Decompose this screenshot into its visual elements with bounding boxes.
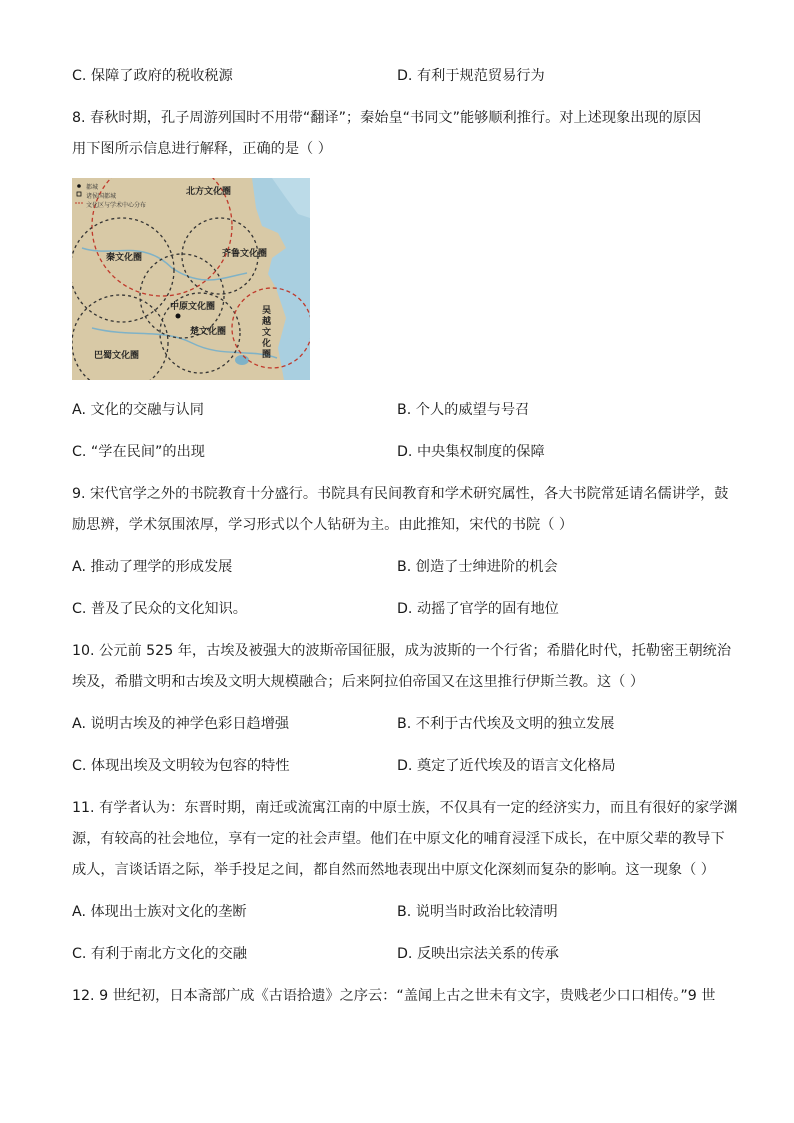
label-qilu: 齐鲁文化圈 [222, 249, 268, 259]
culture-region-map [72, 178, 310, 380]
q9-option-d: D. 动摇了官学的固有地位 [397, 601, 559, 617]
q8-option-b: B. 个人的威望与号召 [397, 402, 530, 418]
q10-stem-line1: 10. 公元前 525 年，古埃及被强大的波斯帝国征服，成为波斯的一个行省；希腊化时代，托勒密王朝统治 [72, 643, 732, 659]
q11-stem-line1: 11. 有学者认为：东晋时期，南迁或流寓江南的中原士族，不仅具有一定的经济实力，而且有很好的家学渊 [72, 800, 738, 816]
qin-circle [72, 218, 174, 322]
q11-option-b: B. 说明当时政治比较清明 [397, 904, 558, 920]
legend-capital-symbol [77, 184, 81, 188]
q11-option-d: D. 反映出宗法关系的传承 [397, 946, 559, 962]
q9-stem-line1: 9. 宋代官学之外的书院教育十分盛行。书院具有民间教育和学术研究属性，各大书院常延请名儒讲学，鼓 [72, 486, 729, 502]
q10-option-c: C. 体现出埃及文明较为包容的特性 [72, 758, 290, 774]
q10-stem-line2: 埃及，希腊文明和古埃及文明大规模融合；后来阿拉伯帝国又在这里推行伊斯兰教。这（ ） [72, 674, 645, 690]
label-north: 北方文化圈 [186, 187, 232, 197]
label-chu: 楚文化圈 [190, 327, 227, 337]
q7-option-d: D. 有利于规范贸易行为 [397, 68, 545, 84]
q10-option-d: D. 奠定了近代埃及的语言文化格局 [397, 758, 616, 774]
lake [235, 355, 249, 365]
q7-option-c: C. 保障了政府的税收税源 [72, 68, 233, 84]
legend-capital: 都城 [86, 184, 99, 191]
label-bashu: 巴蜀文化圈 [94, 351, 140, 361]
q12-stem-line1: 12. 9 世纪初，日本斋部广成《古语拾遗》之序云：“盖闻上古之世未有文字，贵贱老少口口相传。”9 世 [72, 988, 716, 1004]
q11-option-a: A. 体现出士族对文化的垄断 [72, 904, 247, 920]
label-qin: 秦文化圈 [106, 253, 143, 263]
capital-marker [176, 314, 181, 319]
q9-option-a: A. 推动了理学的形成发展 [72, 559, 233, 575]
q11-option-c: C. 有利于南北方文化的交融 [72, 946, 247, 962]
label-wuyue: 吴越文化圈 [262, 306, 272, 360]
legend-culture-region: 文化区与学术中心分布 [86, 202, 147, 209]
q10-option-a: A. 说明古埃及的神学色彩日趋增强 [72, 716, 290, 732]
legend-state-capital: 诸侯国都城 [86, 193, 117, 200]
q10-option-b: B. 不利于古代埃及文明的独立发展 [397, 716, 615, 732]
q11-stem-line2: 源，有较高的社会地位，享有一定的社会声望。他们在中原文化的哺育浸淫下成长，在中原父辈的教导下 [72, 831, 725, 847]
q11-stem-line3: 成人，言谈话语之际，举手投足之间，都自然而然地表现出中原文化深刻而复杂的影响。这一现象（ ） [72, 862, 715, 878]
q8-option-c: C. “学在民间”的出现 [72, 444, 205, 460]
q9-option-b: B. 创造了士绅进阶的机会 [397, 559, 558, 575]
q9-option-c: C. 普及了民众的文化知识。 [72, 601, 247, 617]
legend-state-symbol [77, 192, 81, 196]
label-zhongyuan: 中原文化圈 [170, 302, 216, 312]
q9-stem-line2: 励思辨，学术氛围浓厚，学习形式以个人钻研为主。由此推知，宋代的书院（ ） [72, 517, 574, 533]
q8-stem-line2: 用下图所示信息进行解释，正确的是（ ） [72, 141, 332, 157]
q8-option-a: A. 文化的交融与认同 [72, 402, 204, 418]
q8-stem-line1: 8. 春秋时期，孔子周游列国时不用带“翻译”；秦始皇“书同文”能够顺利推行。对上述现象出现的原因 [72, 110, 702, 126]
q8-option-d: D. 中央集权制度的保障 [397, 444, 545, 460]
